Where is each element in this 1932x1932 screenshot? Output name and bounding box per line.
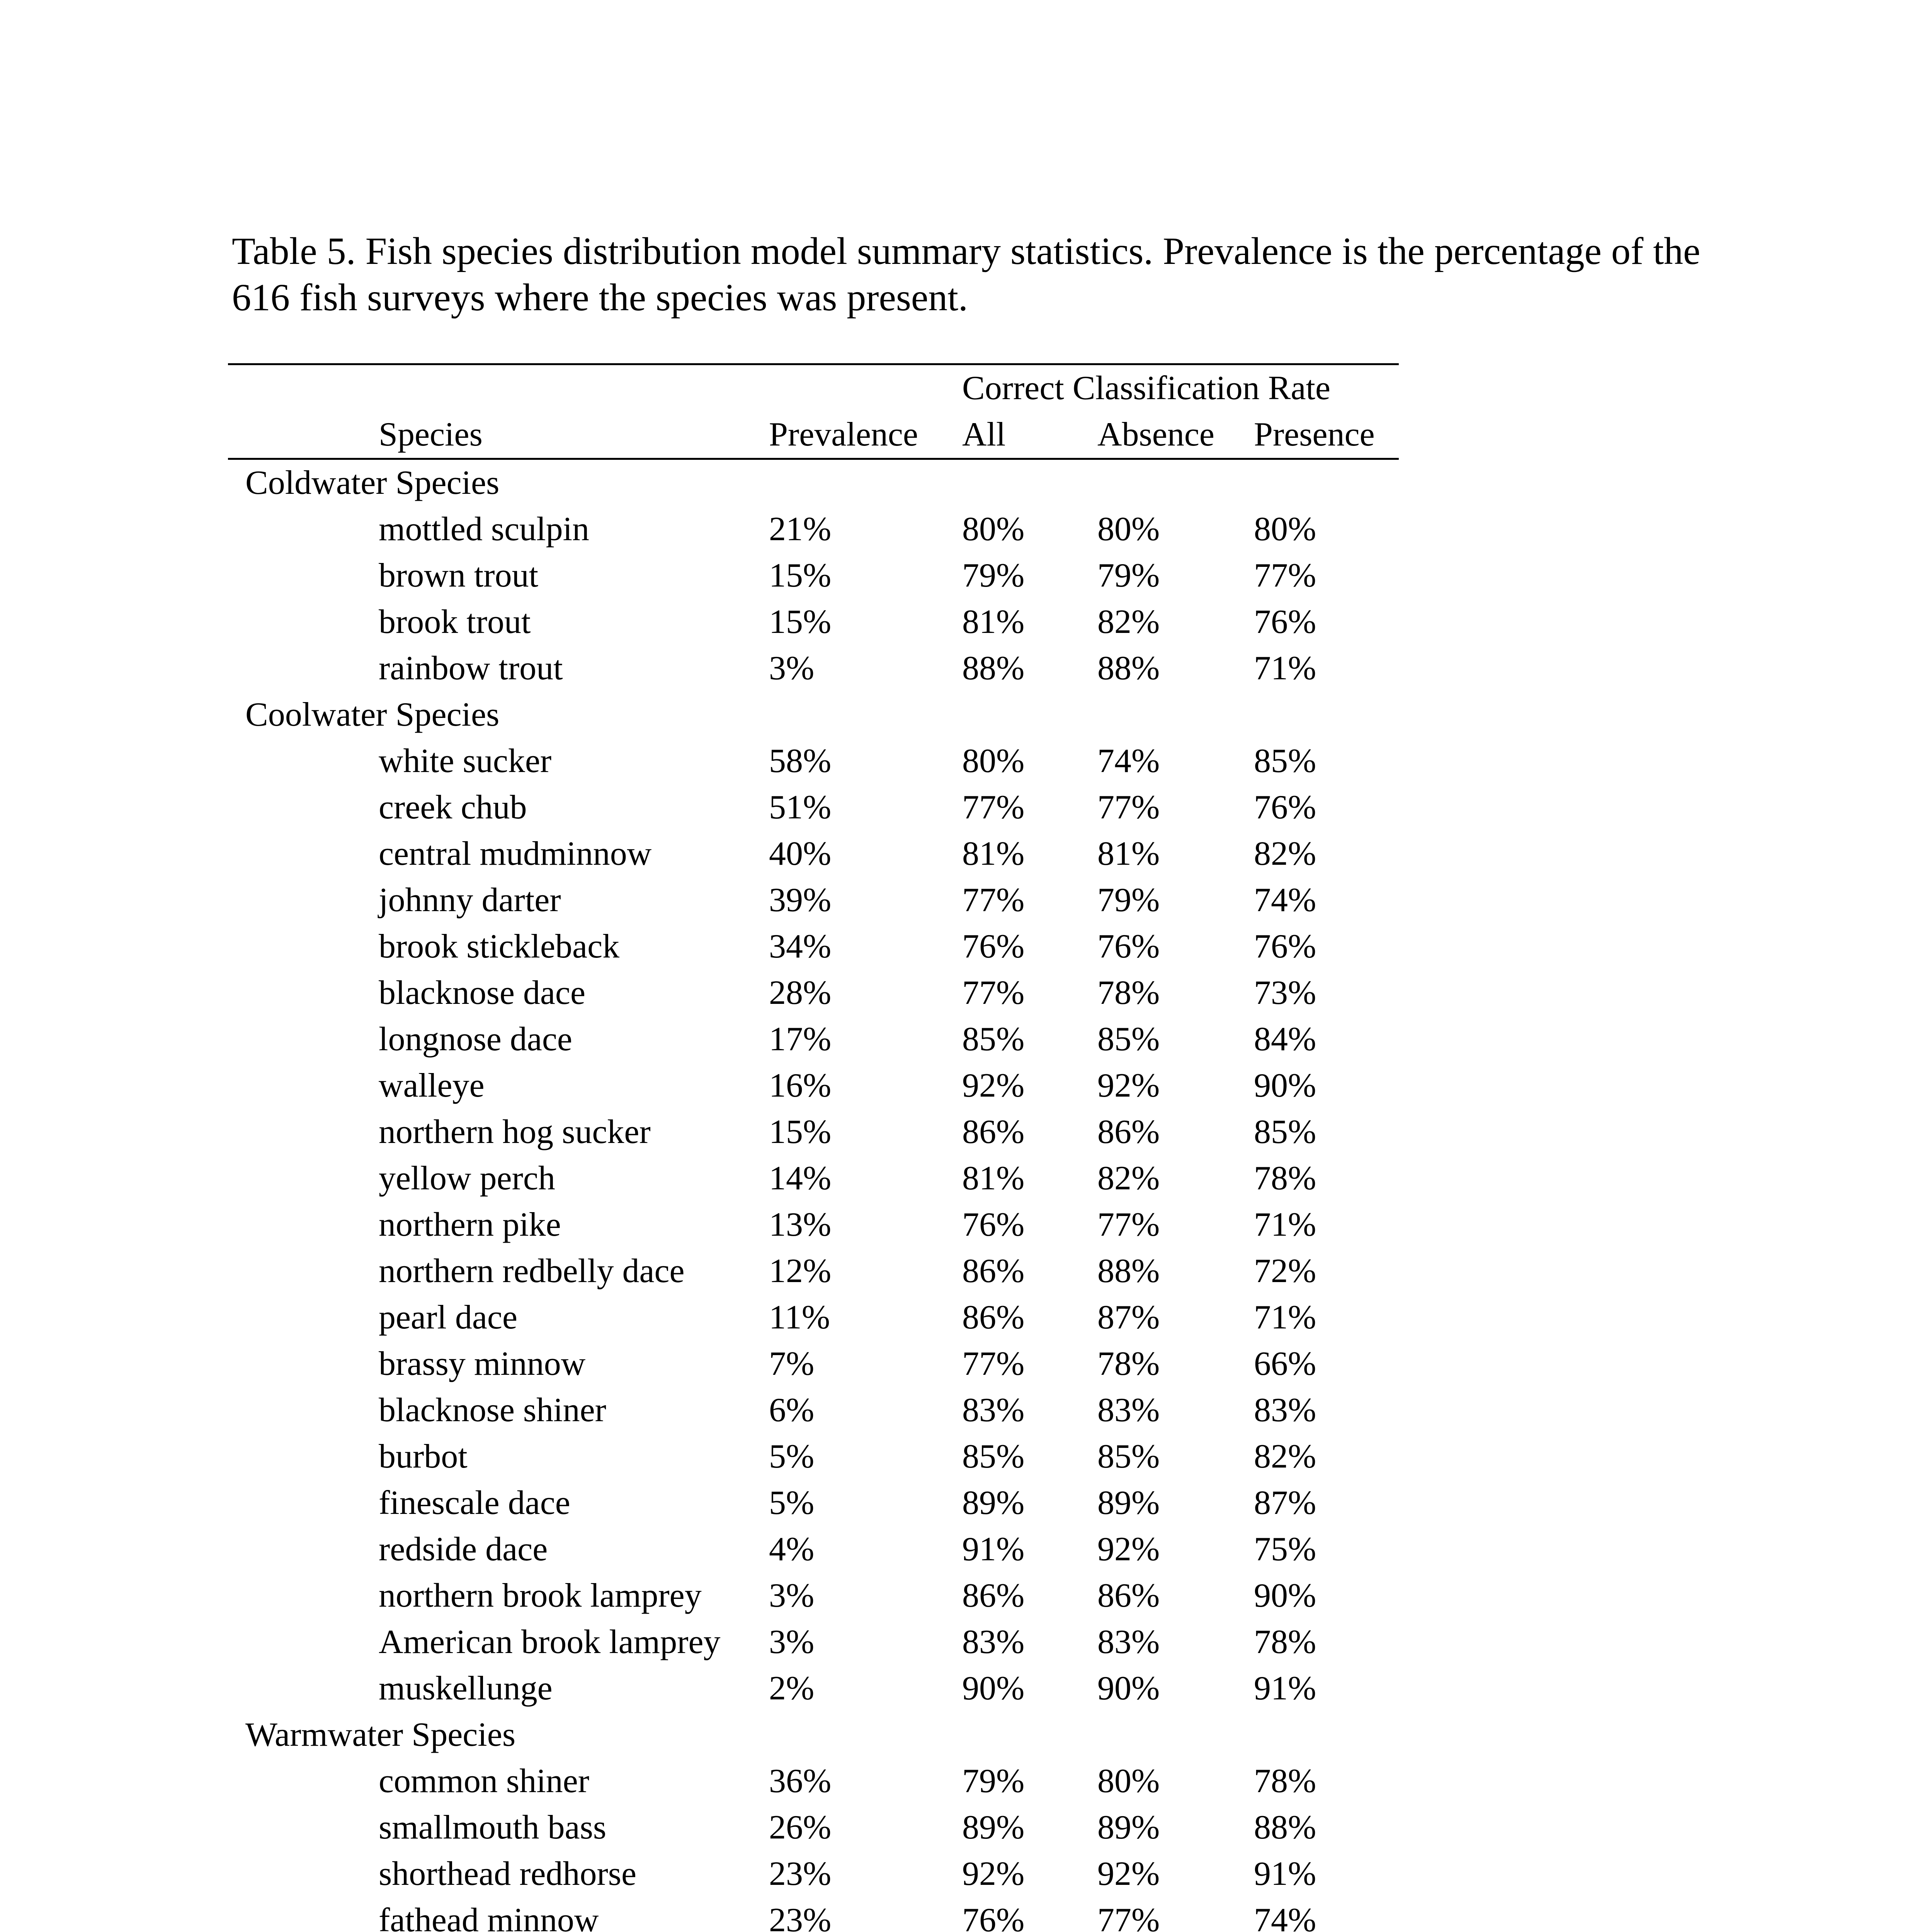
all-cell: 86% — [962, 1577, 1025, 1614]
all-cell: 92% — [962, 1855, 1025, 1893]
absence-cell: 86% — [1097, 1577, 1160, 1614]
presence-cell: 71% — [1254, 1206, 1316, 1243]
absence-cell: 83% — [1097, 1623, 1160, 1661]
absence-cell: 78% — [1097, 974, 1160, 1012]
presence-cell: 90% — [1254, 1577, 1316, 1614]
absence-cell: 77% — [1097, 1901, 1160, 1932]
species-cell: burbot — [379, 1438, 468, 1475]
species-cell: white sucker — [379, 742, 552, 780]
table-row — [228, 831, 1399, 877]
table-row — [228, 553, 1399, 599]
prevalence-cell: 3% — [769, 1623, 815, 1661]
presence-cell: 85% — [1254, 1113, 1316, 1151]
species-cell: northern brook lamprey — [379, 1577, 702, 1614]
absence-cell: 74% — [1097, 742, 1160, 780]
group-label: Coldwater Species — [245, 464, 500, 502]
absence-cell: 78% — [1097, 1345, 1160, 1383]
prevalence-cell: 26% — [769, 1809, 832, 1846]
table-row — [228, 1851, 1399, 1897]
species-cell: johnny darter — [379, 881, 561, 919]
header-row-spanner — [228, 364, 1399, 412]
species-cell: brown trout — [379, 557, 539, 594]
group-label: Coolwater Species — [245, 696, 500, 733]
table-caption — [232, 228, 1739, 321]
absence-cell: 89% — [1097, 1484, 1160, 1522]
absence-cell: 80% — [1097, 510, 1160, 548]
all-cell: 88% — [962, 650, 1025, 687]
group-label: Warmwater Species — [245, 1716, 516, 1753]
all-cell: 85% — [962, 1020, 1025, 1058]
presence-cell: 76% — [1254, 603, 1316, 641]
prevalence-cell: 21% — [769, 510, 832, 548]
absence-cell: 76% — [1097, 928, 1160, 965]
prevalence-cell: 6% — [769, 1391, 815, 1429]
species-cell: central mudminnow — [379, 835, 652, 872]
all-cell: 76% — [962, 1901, 1025, 1932]
absence-cell: 82% — [1097, 603, 1160, 641]
prevalence-cell: 5% — [769, 1484, 815, 1522]
presence-cell: 71% — [1254, 650, 1316, 687]
prevalence-cell: 2% — [769, 1670, 815, 1707]
prevalence-cell: 15% — [769, 1113, 832, 1151]
prevalence-cell: 51% — [769, 789, 832, 826]
prevalence-column-header: Prevalence — [769, 412, 962, 459]
all-cell: 77% — [962, 974, 1025, 1012]
absence-cell: 88% — [1097, 1252, 1160, 1290]
presence-cell: 83% — [1254, 1391, 1316, 1429]
species-cell: muskellunge — [379, 1670, 553, 1707]
all-cell: 77% — [962, 789, 1025, 826]
table-row — [228, 784, 1399, 831]
all-cell: 80% — [962, 510, 1025, 548]
caption-line-1: Table 5. Fish species distribution model summary statistics. Prevalence is the percentage of the — [232, 230, 1701, 272]
all-cell: 81% — [962, 1160, 1025, 1197]
presence-cell: 66% — [1254, 1345, 1316, 1383]
species-cell: fathead minnow — [379, 1901, 599, 1932]
correct-classification-rate-header: Correct Classification Rate — [962, 364, 1399, 412]
species-cell: common shiner — [379, 1762, 590, 1800]
caption-line-2: 616 fish surveys where the species was present. — [232, 276, 968, 319]
table-row — [228, 506, 1399, 553]
species-cell: walleye — [379, 1067, 485, 1104]
all-cell: 91% — [962, 1531, 1025, 1568]
absence-cell: 92% — [1097, 1855, 1160, 1893]
presence-cell: 78% — [1254, 1160, 1316, 1197]
table-row — [228, 1109, 1399, 1155]
presence-cell: 87% — [1254, 1484, 1316, 1522]
absence-cell: 90% — [1097, 1670, 1160, 1707]
prevalence-cell: 23% — [769, 1901, 832, 1932]
table-row — [228, 1665, 1399, 1712]
prevalence-cell: 13% — [769, 1206, 832, 1243]
table-row — [228, 1063, 1399, 1109]
all-cell: 89% — [962, 1809, 1025, 1846]
absence-cell: 85% — [1097, 1438, 1160, 1475]
species-cell: brassy minnow — [379, 1345, 586, 1383]
presence-cell: 88% — [1254, 1809, 1316, 1846]
species-cell: brook trout — [379, 603, 531, 641]
species-cell: northern redbelly dace — [379, 1252, 685, 1290]
all-column-header: All — [962, 412, 1097, 459]
absence-cell: 83% — [1097, 1391, 1160, 1429]
presence-cell: 90% — [1254, 1067, 1316, 1104]
table-row — [228, 738, 1399, 784]
species-cell: American brook lamprey — [379, 1623, 721, 1661]
all-cell: 89% — [962, 1484, 1025, 1522]
all-cell: 76% — [962, 928, 1025, 965]
all-cell: 81% — [962, 835, 1025, 872]
table-row — [228, 599, 1399, 645]
prevalence-cell: 7% — [769, 1345, 815, 1383]
absence-cell: 85% — [1097, 1020, 1160, 1058]
all-cell: 90% — [962, 1670, 1025, 1707]
prevalence-cell: 4% — [769, 1531, 815, 1568]
all-cell: 86% — [962, 1252, 1025, 1290]
all-cell: 83% — [962, 1391, 1025, 1429]
prevalence-cell: 17% — [769, 1020, 832, 1058]
all-cell: 92% — [962, 1067, 1025, 1104]
absence-cell: 87% — [1097, 1299, 1160, 1336]
table-row — [228, 1573, 1399, 1619]
absence-column-header: Absence — [1097, 412, 1254, 459]
presence-cell: 72% — [1254, 1252, 1316, 1290]
prevalence-cell: 15% — [769, 557, 832, 594]
group-row — [228, 692, 1399, 738]
table-header — [228, 364, 1399, 459]
group-row — [228, 1712, 1399, 1758]
all-cell: 79% — [962, 1762, 1025, 1800]
absence-cell: 80% — [1097, 1762, 1160, 1800]
prevalence-cell: 16% — [769, 1067, 832, 1104]
prevalence-cell: 34% — [769, 928, 832, 965]
species-column-header: Species — [228, 412, 769, 459]
species-cell: creek chub — [379, 789, 527, 826]
prevalence-cell: 40% — [769, 835, 832, 872]
species-statistics-table — [228, 363, 1399, 1932]
header-row-columns — [228, 412, 1399, 459]
table-row — [228, 1434, 1399, 1480]
absence-cell: 77% — [1097, 789, 1160, 826]
all-cell: 83% — [962, 1623, 1025, 1661]
presence-cell: 82% — [1254, 835, 1316, 872]
species-cell: longnose dace — [379, 1020, 572, 1058]
prevalence-cell: 12% — [769, 1252, 832, 1290]
prevalence-cell: 15% — [769, 603, 832, 641]
presence-cell: 77% — [1254, 557, 1316, 594]
species-cell: northern hog sucker — [379, 1113, 651, 1151]
all-cell: 86% — [962, 1113, 1025, 1151]
species-cell: mottled sculpin — [379, 510, 590, 548]
presence-cell: 76% — [1254, 789, 1316, 826]
table-row — [228, 923, 1399, 970]
prevalence-cell: 5% — [769, 1438, 815, 1475]
presence-cell: 78% — [1254, 1623, 1316, 1661]
all-cell: 80% — [962, 742, 1025, 780]
species-cell: blacknose dace — [379, 974, 586, 1012]
absence-cell: 88% — [1097, 650, 1160, 687]
species-cell: yellow perch — [379, 1160, 555, 1197]
prevalence-cell: 23% — [769, 1855, 832, 1893]
all-cell: 81% — [962, 603, 1025, 641]
presence-cell: 80% — [1254, 510, 1316, 548]
absence-cell: 79% — [1097, 557, 1160, 594]
table-row — [228, 1202, 1399, 1248]
absence-cell: 79% — [1097, 881, 1160, 919]
species-cell: smallmouth bass — [379, 1809, 607, 1846]
prevalence-cell: 3% — [769, 1577, 815, 1614]
all-cell: 76% — [962, 1206, 1025, 1243]
presence-cell: 75% — [1254, 1531, 1316, 1568]
species-cell: shorthead redhorse — [379, 1855, 637, 1893]
table-row — [228, 1387, 1399, 1434]
table-row — [228, 1526, 1399, 1573]
all-cell: 77% — [962, 1345, 1025, 1383]
all-cell: 86% — [962, 1299, 1025, 1336]
prevalence-cell: 3% — [769, 650, 815, 687]
absence-cell: 86% — [1097, 1113, 1160, 1151]
table-row — [228, 645, 1399, 692]
prevalence-cell: 11% — [769, 1299, 830, 1336]
absence-cell: 92% — [1097, 1067, 1160, 1104]
header-spacer — [228, 364, 769, 412]
table-row — [228, 1619, 1399, 1665]
prevalence-cell: 28% — [769, 974, 832, 1012]
species-cell: redside dace — [379, 1531, 548, 1568]
table-body — [228, 459, 1399, 1932]
group-row — [228, 459, 1399, 507]
all-cell: 85% — [962, 1438, 1025, 1475]
absence-cell: 77% — [1097, 1206, 1160, 1243]
table-row — [228, 1897, 1399, 1932]
species-cell: northern pike — [379, 1206, 561, 1243]
all-cell: 79% — [962, 557, 1025, 594]
table-row — [228, 1155, 1399, 1202]
prevalence-cell: 14% — [769, 1160, 832, 1197]
table-row — [228, 1248, 1399, 1294]
table-row — [228, 1480, 1399, 1526]
presence-cell: 78% — [1254, 1762, 1316, 1800]
table-row — [228, 1294, 1399, 1341]
presence-cell: 71% — [1254, 1299, 1316, 1336]
prevalence-cell: 39% — [769, 881, 832, 919]
species-cell: blacknose shiner — [379, 1391, 606, 1429]
species-cell: brook stickleback — [379, 928, 620, 965]
absence-cell: 82% — [1097, 1160, 1160, 1197]
species-cell: rainbow trout — [379, 650, 563, 687]
absence-cell: 92% — [1097, 1531, 1160, 1568]
presence-cell: 73% — [1254, 974, 1316, 1012]
presence-cell: 84% — [1254, 1020, 1316, 1058]
prevalence-cell: 58% — [769, 742, 832, 780]
table-row — [228, 970, 1399, 1016]
table-row — [228, 1804, 1399, 1851]
all-cell: 77% — [962, 881, 1025, 919]
presence-column-header: Presence — [1254, 412, 1399, 459]
species-cell: finescale dace — [379, 1484, 570, 1522]
table-row — [228, 877, 1399, 923]
table-row — [228, 1758, 1399, 1804]
absence-cell: 81% — [1097, 835, 1160, 872]
presence-cell: 74% — [1254, 881, 1316, 919]
presence-cell: 82% — [1254, 1438, 1316, 1475]
table-row — [228, 1016, 1399, 1063]
species-cell: pearl dace — [379, 1299, 518, 1336]
table-row — [228, 1341, 1399, 1387]
presence-cell: 91% — [1254, 1855, 1316, 1893]
presence-cell: 74% — [1254, 1901, 1316, 1932]
presence-cell: 91% — [1254, 1670, 1316, 1707]
presence-cell: 76% — [1254, 928, 1316, 965]
prevalence-cell: 36% — [769, 1762, 832, 1800]
presence-cell: 85% — [1254, 742, 1316, 780]
header-spacer — [769, 364, 962, 412]
absence-cell: 89% — [1097, 1809, 1160, 1846]
